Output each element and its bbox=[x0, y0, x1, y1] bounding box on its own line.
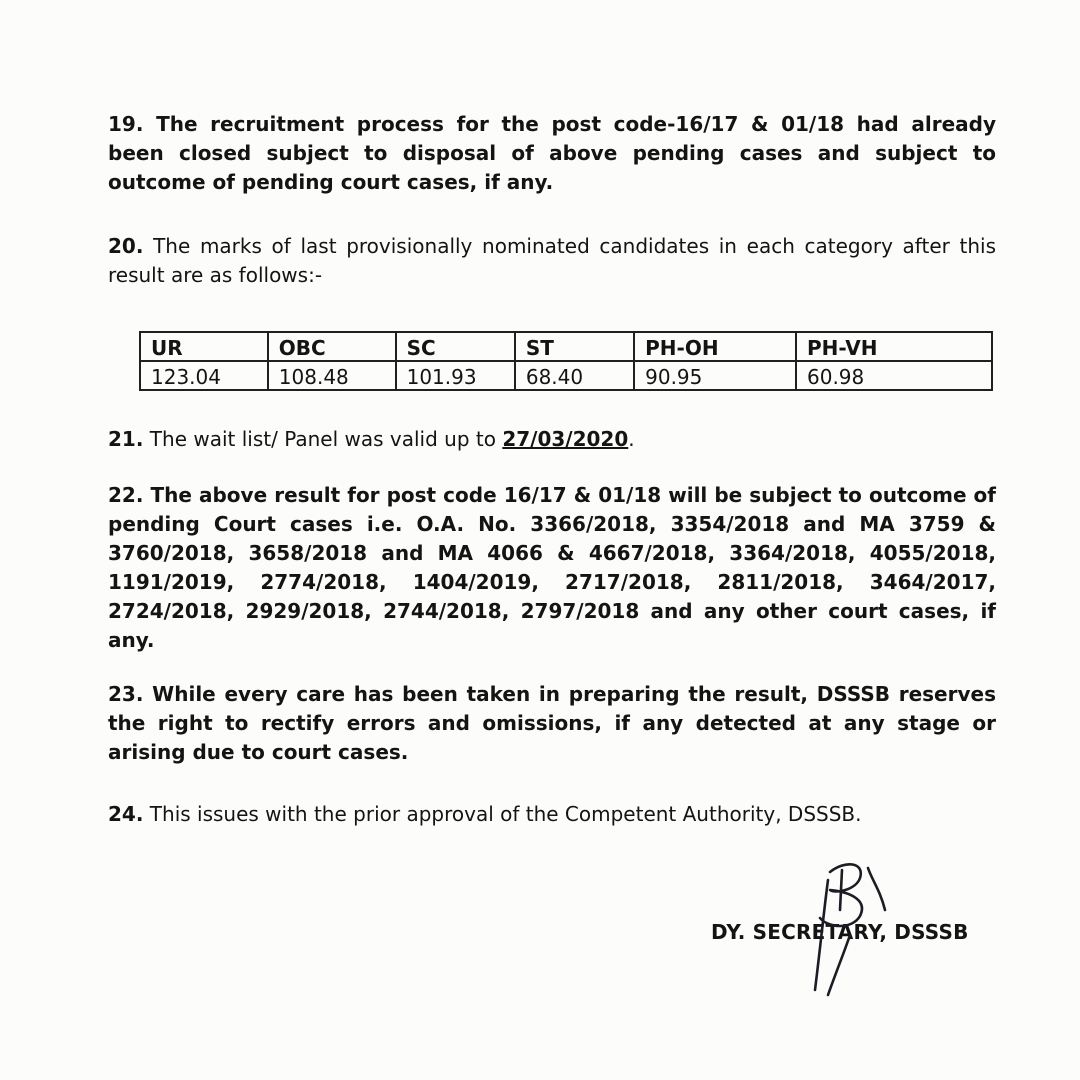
paragraph-22 bbox=[108, 481, 996, 655]
item-text-end: . bbox=[628, 427, 635, 451]
signatory-designation: DY. SECRETARY, DSSSB bbox=[711, 920, 969, 944]
item-number: 24. bbox=[108, 802, 144, 826]
value-cell: 108.48 bbox=[268, 361, 396, 390]
item-text: The wait list/ Panel was valid up to bbox=[149, 427, 496, 451]
item-number: 20. bbox=[108, 234, 144, 258]
handwritten-signature bbox=[790, 850, 900, 1000]
header-cell: PH-VH bbox=[796, 332, 992, 361]
paragraph-24 bbox=[108, 800, 996, 829]
item-text: The above result for post code 16/17 & 01/18 will be subject to outcome of pending Court cases i.e. O.A. No. 3366/2018, 3354/2018 and MA 3759 & 3760/2018, 3658/2018 and MA 4066 & 4667/2018, 3364/2018, 4055/2018, 1191/2019, 2774/2018, 1404/2019, 2717/2018, 2811/2018, 3464/2017, 2724/2018, 2929/2018, 2744/2018, 2797/2018 and any other court cases, if any. bbox=[108, 483, 997, 652]
value-cell: 68.40 bbox=[515, 361, 634, 390]
header-cell: ST bbox=[515, 332, 634, 361]
header-cell: SC bbox=[396, 332, 515, 361]
header-cell: PH-OH bbox=[634, 332, 796, 361]
value-cell: 123.04 bbox=[140, 361, 268, 390]
item-text: The marks of last provisionally nominated candidates in each category after this result are as follows:- bbox=[108, 234, 997, 287]
item-number: 22. bbox=[108, 483, 144, 507]
value-cell: 90.95 bbox=[634, 361, 796, 390]
paragraph-20 bbox=[108, 232, 996, 290]
paragraph-23 bbox=[108, 680, 996, 767]
item-text: This issues with the prior approval of the Competent Authority, DSSSB. bbox=[149, 802, 862, 826]
paragraph-21 bbox=[108, 425, 996, 454]
table-row bbox=[140, 361, 992, 390]
paragraph-19 bbox=[108, 110, 996, 197]
value-cell: 60.98 bbox=[796, 361, 992, 390]
item-text: The recruitment process for the post code-16/17 & 01/18 had already been closed subject to disposal of above pending cases and subject to outcome of pending court cases, if any. bbox=[108, 112, 996, 194]
item-number: 21. bbox=[108, 427, 144, 451]
value-cell: 101.93 bbox=[396, 361, 515, 390]
table-header-row bbox=[140, 332, 992, 361]
header-cell: UR bbox=[140, 332, 268, 361]
category-marks-table bbox=[139, 331, 993, 391]
valid-date: 27/03/2020 bbox=[502, 427, 629, 451]
header-cell: OBC bbox=[268, 332, 396, 361]
item-text: While every care has been taken in preparing the result, DSSSB reserves the right to rectify errors and omissions, if any detected at any stage or arising due to court cases. bbox=[108, 682, 996, 764]
item-number: 23. bbox=[108, 682, 144, 706]
item-number: 19. bbox=[108, 112, 144, 136]
